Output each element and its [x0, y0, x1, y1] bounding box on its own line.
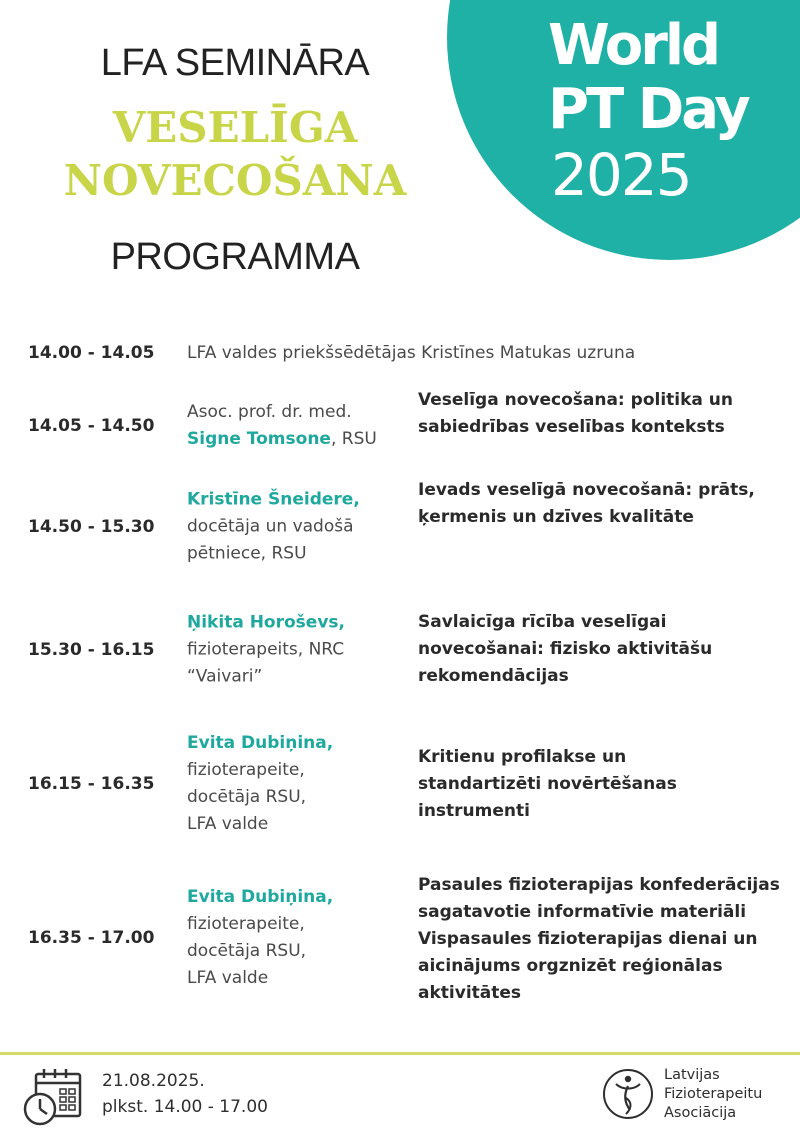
- badge-line-world: World: [548, 13, 719, 78]
- schedule-description: LFA valdes priekšsēdētājas Kristīnes Matukas uzruna: [187, 343, 636, 363]
- speaker-title: Asoc. prof. dr. med.: [187, 402, 352, 422]
- speaker-comma: ,: [326, 733, 334, 753]
- org-name-line2: Fizioterapeitu: [664, 1086, 763, 1102]
- speaker-info: [187, 730, 412, 838]
- speaker-details: docētāja un vadošā pētniece, RSU: [187, 516, 354, 564]
- speaker-info: [187, 399, 412, 453]
- session-topic: Ievads veselīgā novecošanā: prāts, ķermenis un dzīves kvalitāte: [418, 480, 755, 527]
- speaker-comma: ,: [353, 489, 360, 510]
- speaker-name: Signe Tomsone: [187, 429, 331, 449]
- badge-line-year: 2025: [551, 141, 691, 209]
- session-topic: Pasaules fizioterapijas konfederācijas sagatavotie informatīvie materiāli Vispasaules fizioterapijas dienai un aicinājums orgznizēt reģionālas aktivitātes: [418, 875, 780, 1003]
- speaker-details: fizioterapeits, NRC “Vaivari”: [187, 639, 345, 687]
- speaker-details: fizioterapeite, docētāja RSU, LFA valde: [187, 760, 307, 834]
- event-time: plkst. 14.00 - 17.00: [102, 1097, 268, 1117]
- schedule-time: 14.05 - 14.50: [28, 416, 155, 436]
- seminar-title-line2: NOVECOŠANA: [63, 156, 407, 205]
- badge-line-pt-day: PT Day: [548, 77, 748, 142]
- footer-divider: [0, 1052, 800, 1055]
- org-name-line1: Latvijas: [664, 1067, 720, 1083]
- schedule-time: 15.30 - 16.15: [28, 640, 155, 660]
- session-topic: Savlaicīga rīcība veselīgai novecošanai: fizisko aktivitāšu rekomendācijas: [418, 612, 713, 686]
- seminar-title-line1: VESELĪGA: [112, 103, 358, 152]
- speaker-comma: ,: [338, 612, 345, 633]
- speaker-name: Evita Dubiņina: [187, 733, 327, 753]
- org-name-line3: Asociācija: [664, 1105, 737, 1121]
- speaker-name: Evita Dubiņina: [187, 887, 327, 907]
- speaker-comma: ,: [326, 887, 334, 907]
- speaker-name: Kristīne Šneidere: [187, 489, 354, 510]
- program-heading: PROGRAMMA: [110, 236, 360, 278]
- speaker-name: Ņikita Horoševs: [187, 612, 339, 633]
- schedule-time: 16.15 - 16.35: [28, 774, 155, 794]
- session-topic: Kritienu profilakse un standartizēti novērtēšanas instrumenti: [418, 747, 677, 821]
- calendar-clock-icon: [22, 1066, 84, 1128]
- schedule-time: 14.00 - 14.05: [28, 343, 155, 363]
- schedule-time: 14.50 - 15.30: [28, 517, 155, 537]
- lfa-logo-icon: [602, 1068, 654, 1120]
- seminar-subtitle: LFA SEMINĀRA: [100, 42, 370, 84]
- speaker-info: [187, 610, 412, 691]
- speaker-info: [187, 487, 412, 568]
- speaker-info: [187, 884, 412, 992]
- event-date: 21.08.2025.: [102, 1071, 205, 1091]
- speaker-affiliation: , RSU: [330, 429, 377, 449]
- schedule-time: 16.35 - 17.00: [28, 928, 155, 948]
- session-topic: Veselīga novecošana: politika un sabiedrības veselības konteksts: [418, 390, 734, 437]
- speaker-details: fizioterapeite, docētāja RSU, LFA valde: [187, 914, 307, 988]
